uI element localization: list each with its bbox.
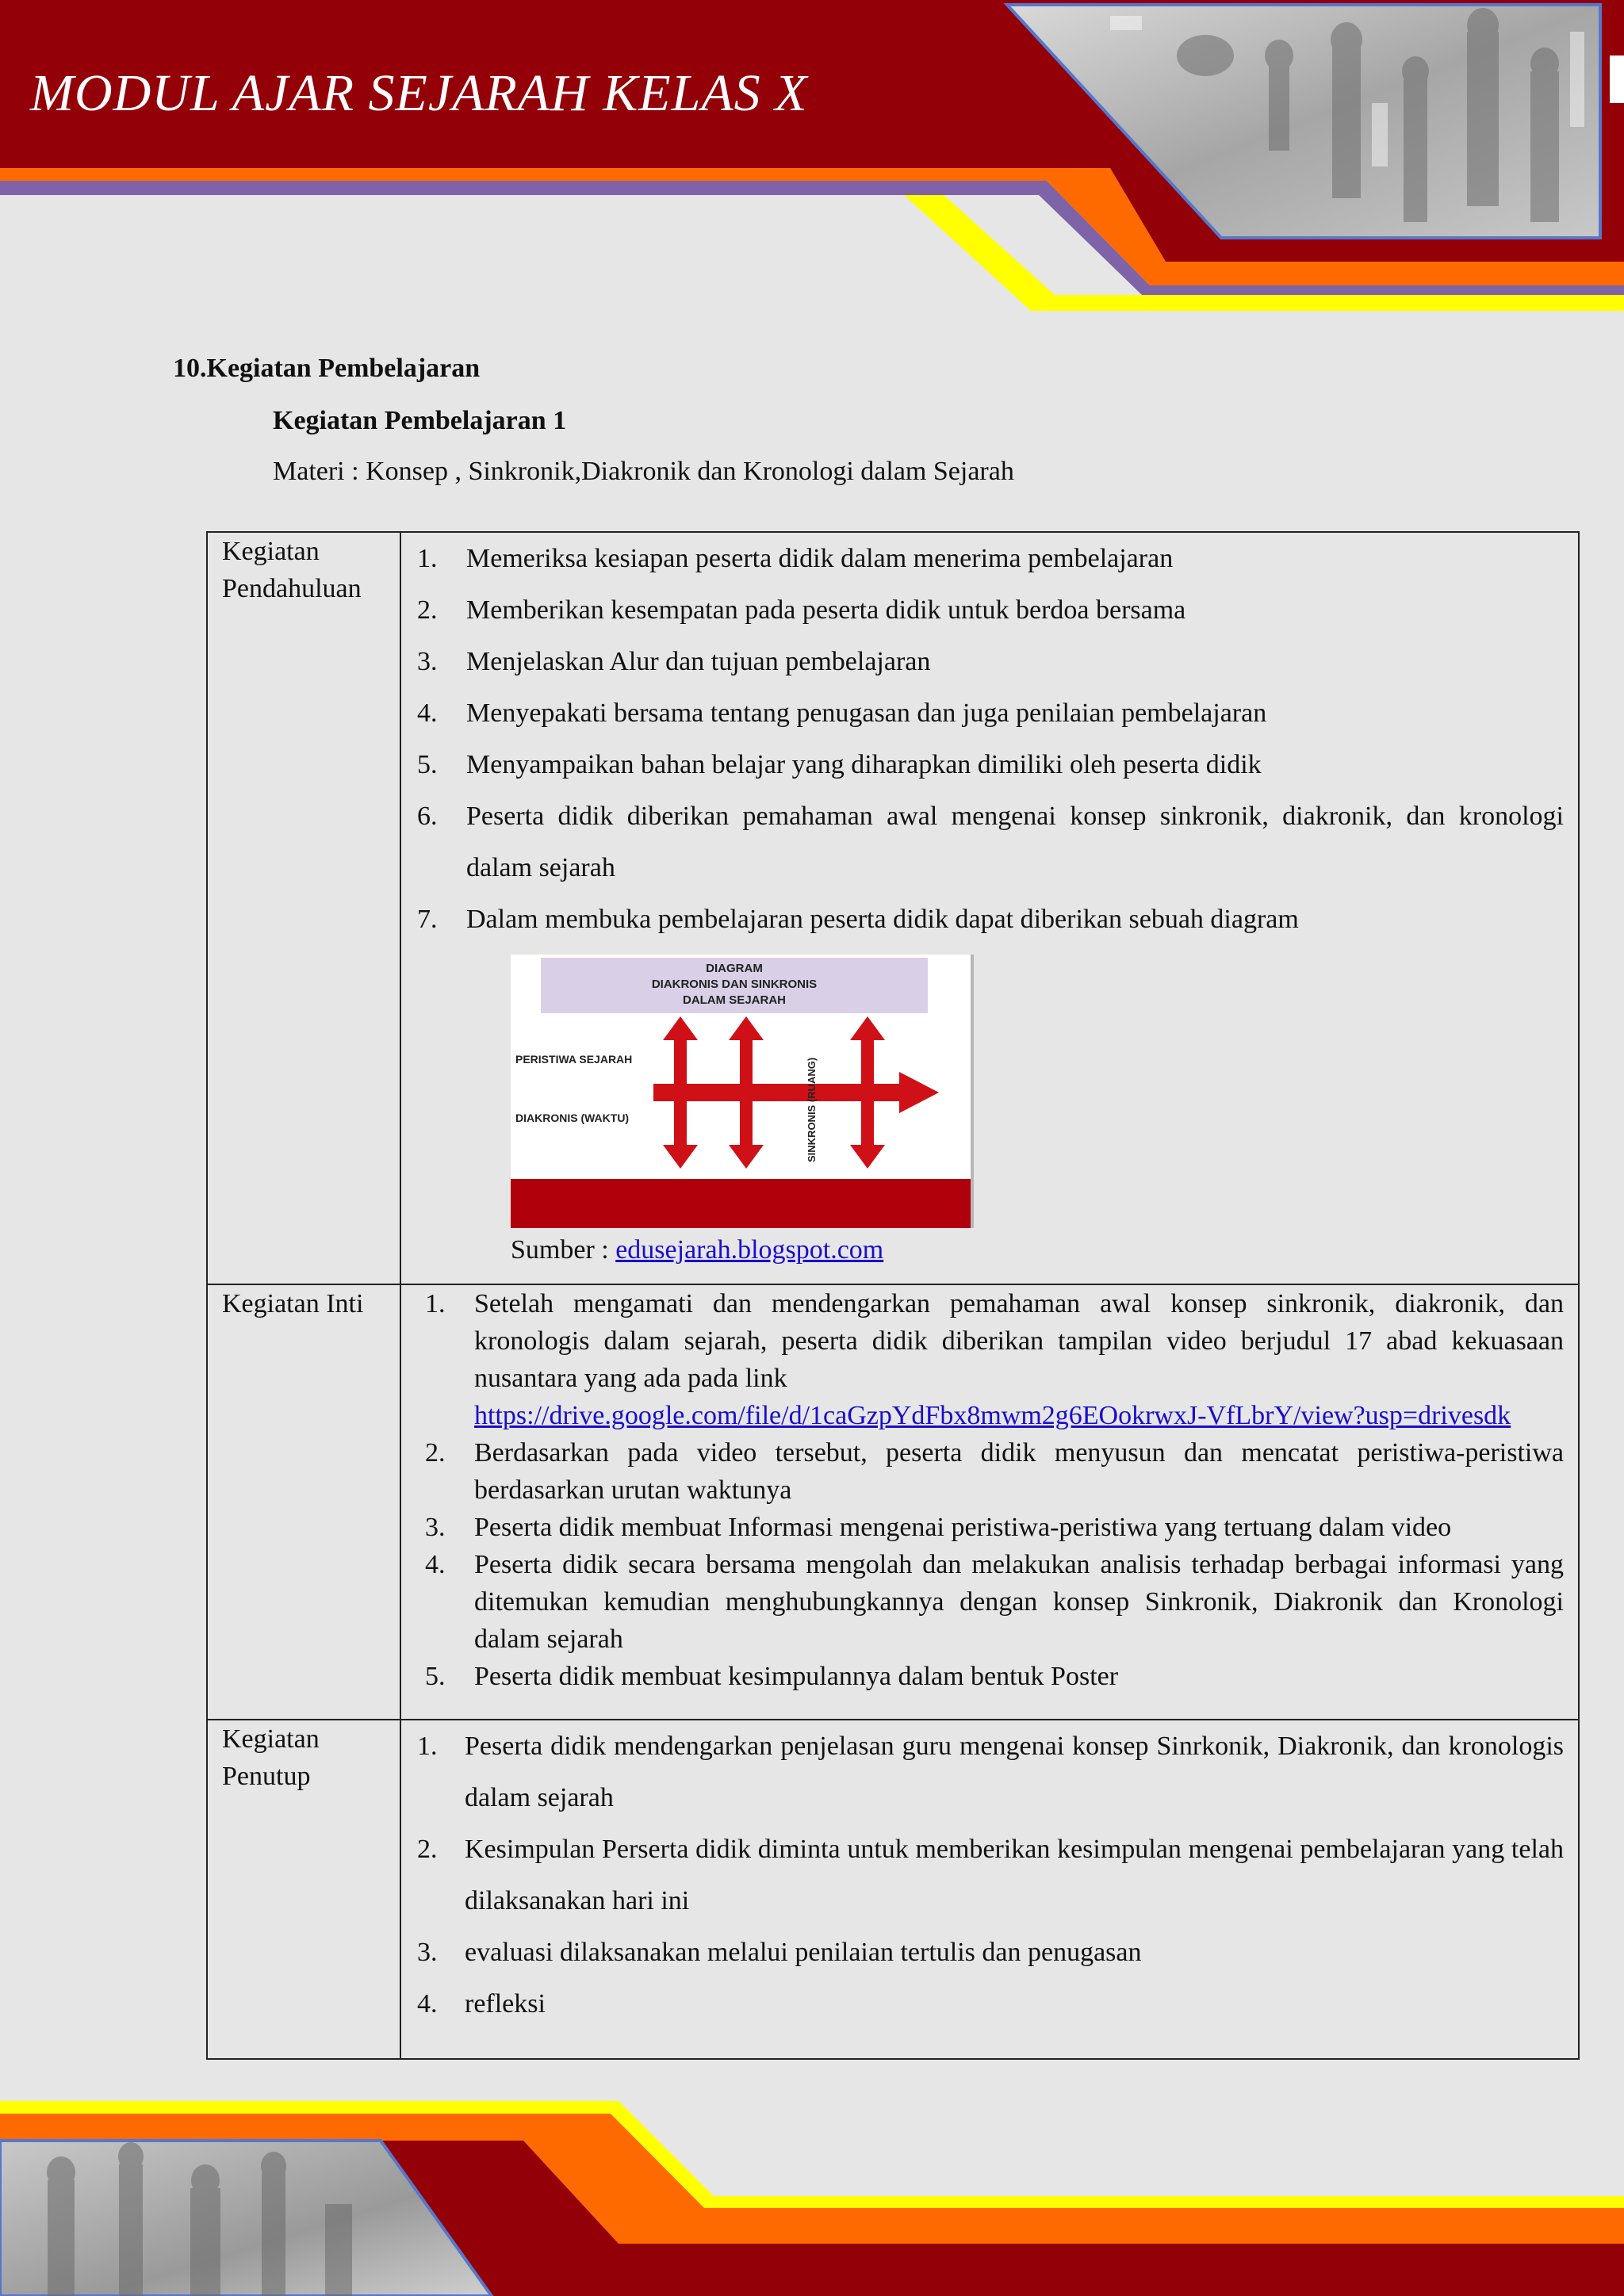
row-label-inti: Kegiatan Inti [207,1284,400,1720]
list-item-text: Menyepakati bersama tentang penugasan dan juga penilaian pembelajaran [466,698,1267,728]
list-item-text: Peserta didik mendengarkan penjelasan guru mengenai konsep Sinrkonik, Diakronik, dan kronologis dalam sejarah [465,1732,1564,1812]
list-item [417,636,1564,687]
list-item-text: Memeriksa kesiapan peserta didik dalam menerima pembelajaran [466,544,1174,573]
list-item [417,1720,1564,1823]
list-item [417,584,1564,636]
materi-line: Materi : Konsep , Sinkronik,Diakronik dan Kronologi dalam Sejarah [273,457,1014,486]
inti-list [417,1285,1564,1695]
list-item [417,1823,1564,1927]
list-item-text: refleksi [465,1989,546,2019]
table-row [207,532,1579,1284]
section-number: 10. [173,354,207,383]
section-title: Kegiatan Pembelajaran [206,354,481,383]
row-content-inti [400,1284,1579,1720]
diagram-label-peristiwa: PERISTIWA SEJARAH [515,1053,633,1066]
module-title: MODUL AJAR SEJARAH KELAS X [30,64,808,122]
list-item [425,1285,1564,1434]
list-item [417,790,1564,894]
diagram-title-line3: DALAM SEJARAH [682,993,787,1007]
source-label: Sumber : [511,1235,616,1265]
diagram-label-sinkronis: SINKRONIS (RUANG) [806,1057,818,1162]
diagram-graphic [511,955,971,1228]
list-number: 7. [417,905,438,934]
section-heading [173,354,480,384]
subsection-heading: Kegiatan Pembelajaran 1 [273,406,567,435]
list-item [425,1434,1564,1509]
diagram-arrows [653,1016,939,1169]
diagram-label-diakronis: DIAKRONIS (WAKTU) [515,1112,630,1124]
row-content-pendahuluan [400,532,1579,1284]
list-item-text: Memberikan kesempatan pada peserta didik untuk berdoa bersama [466,595,1186,625]
list-item [417,1927,1564,1978]
list-number: 1. [425,1289,446,1318]
list-item-text: Kesimpulan Perserta didik diminta untuk memberikan kesimpulan mengenai pembelajaran yang telah dilaksanakan hari ini [465,1835,1564,1915]
list-number: 6. [417,802,438,831]
list-item [425,1658,1564,1695]
list-item [417,687,1564,739]
list-number: 1. [417,544,438,573]
pendahuluan-list [417,533,1564,945]
activities-table [206,531,1580,2060]
list-item-text: Peserta didik diberikan pemahaman awal mengenai konsep sinkronik, diakronik, dan kronologi dalam sejarah [466,802,1564,882]
row-label-penutup: Kegiatan Penutup [207,1720,400,2059]
list-number: 2. [417,1835,438,1864]
diagram-source [511,1228,1564,1284]
list-item-text: Peserta didik membuat Informasi mengenai peristiwa-peristiwa yang tertuang dalam video [474,1513,1452,1542]
list-item [425,1546,1564,1658]
list-item-text: Menyampaikan bahan belajar yang diharapkan dimiliki oleh peserta didik [466,750,1262,779]
list-item [417,533,1564,584]
row-content-penutup [400,1720,1579,2059]
list-item [417,1978,1564,2030]
table-row [207,1284,1579,1720]
list-item-text: Peserta didik membuat kesimpulannya dalam bentuk Poster [474,1662,1119,1691]
list-number: 2. [417,595,438,625]
list-number: 4. [417,1989,438,2019]
table-row [207,1720,1579,2059]
header-banner [0,0,1624,317]
list-item-text: evaluasi dilaksanakan melalui penilaian tertulis dan penugasan [465,1938,1142,1967]
list-number: 5. [417,750,438,779]
list-number: 4. [417,698,438,728]
list-number: 3. [417,1938,438,1967]
video-link[interactable]: https://drive.google.com/file/d/1caGzpYdFbx8mwm2g6EOokrwxJ-VfLbrY/view?usp=drivesdk [474,1401,1511,1430]
diagram-title-line1: DIAGRAM [706,962,763,975]
list-number: 3. [417,647,438,676]
diagram-title-line2: DIAKRONIS DAN SINKRONIS [651,978,818,991]
list-item [417,894,1564,945]
list-item-text: Setelah mengamati dan mendengarkan pemahaman awal konsep sinkronik, diakronik, dan kronologis dalam sejarah, peserta didik diberikan tampilan video berjudul 17 abad kekuasaan nusantara yang ada pada link [474,1289,1564,1393]
list-item [417,739,1564,790]
row-label-pendahuluan: Kegiatan Pendahuluan [207,532,400,1284]
footer-banner [0,2093,1624,2296]
list-item [425,1509,1564,1546]
list-number: 2. [425,1438,446,1468]
list-number: 1. [417,1732,438,1761]
list-number: 3. [425,1513,446,1542]
list-number: 4. [425,1550,446,1579]
list-item-text: Berdasarkan pada video tersebut, peserta didik menyusun dan mencatat peristiwa-peristiwa berdasarkan urutan waktunya [474,1438,1564,1505]
penutup-list [417,1720,1564,2030]
list-number: 5. [425,1662,446,1691]
list-item-text: Menjelaskan Alur dan tujuan pembelajaran [466,647,931,676]
list-item-text: Peserta didik secara bersama mengolah dan melakukan analisis terhadap berbagai informasi yang ditemukan kemudian menghubungkannya dengan konsep Sinkronik, Diakronik dan Kronologi dalam sejarah [474,1550,1564,1654]
list-item-text: Dalam membuka pembelajaran peserta didik dapat diberikan sebuah diagram [466,905,1299,934]
diagram-image [511,955,974,1228]
source-link[interactable]: edusejarah.blogspot.com [615,1235,884,1265]
